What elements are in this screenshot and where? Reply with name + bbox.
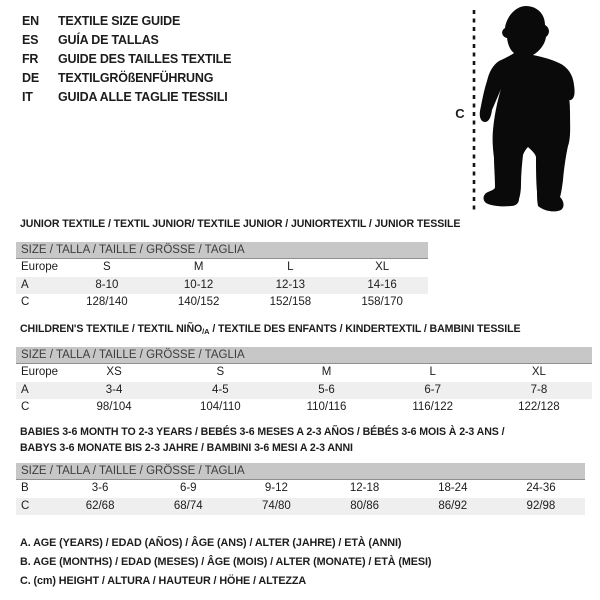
lang-label-en: TEXTILE SIZE GUIDE — [58, 14, 181, 28]
height-cell: 140/152 — [177, 296, 220, 308]
age-cell: 6-7 — [424, 383, 442, 396]
row-label: A — [21, 383, 29, 396]
height-cell: 152/158 — [269, 296, 312, 308]
height-cell: 86/92 — [438, 499, 468, 512]
age-cell: 7-8 — [530, 383, 548, 396]
lang-row-es — [22, 31, 231, 50]
size-cell: XL — [531, 366, 546, 378]
row-label: C — [21, 296, 30, 308]
size-header-bar: SIZE / TALLA / TAILLE / GRÖSSE / TAGLIA — [16, 463, 585, 480]
height-cell: 104/110 — [199, 401, 241, 413]
age-cell: 3-4 — [105, 383, 123, 396]
age-cell: 14-16 — [367, 278, 397, 291]
height-cell: 98/104 — [96, 401, 132, 413]
height-cell: 80/86 — [350, 499, 379, 512]
lang-row-de — [22, 69, 231, 88]
lang-row-en — [22, 12, 231, 31]
lang-row-fr — [22, 50, 231, 69]
size-header-bar: SIZE / TALLA / TAILLE / GRÖSSE / TAGLIA — [16, 242, 428, 259]
size-cell: S — [103, 261, 111, 273]
height-cell: 74/80 — [262, 499, 291, 512]
row-label: C — [21, 401, 30, 413]
age-cell: 4-5 — [211, 383, 229, 396]
age-cell: 8-10 — [95, 278, 119, 291]
lang-code-fr: FR — [22, 52, 39, 66]
lang-code-it: IT — [22, 90, 33, 104]
language-title-block — [22, 12, 231, 107]
table-row-europe — [16, 364, 592, 382]
table-row-age — [16, 277, 428, 295]
table-row-age-months — [16, 480, 585, 498]
size-cell: L — [429, 366, 436, 378]
row-label: Europe — [21, 261, 59, 273]
height-cell: 116/122 — [412, 401, 454, 413]
age-cell: 3-6 — [91, 482, 109, 494]
measure-legend — [20, 534, 431, 591]
lang-code-de: DE — [22, 71, 39, 85]
lang-row-it — [22, 88, 231, 107]
size-cell: S — [216, 366, 225, 378]
junior-size-table — [16, 242, 428, 312]
section-title-children-post: / TEXTILE DES ENFANTS / KINDERTEXTIL / BAMBINI TESSILE — [209, 323, 521, 335]
lang-label-es: GUÍA DE TALLAS — [58, 33, 159, 47]
section-title-children-sub: /A — [202, 327, 210, 336]
size-cell: M — [193, 261, 204, 273]
table-row-height — [16, 294, 428, 312]
lang-label-de: TEXTILGRÖßENFÜHRUNG — [58, 71, 214, 85]
table-row-height — [16, 399, 592, 417]
table-row-age — [16, 382, 592, 400]
lang-code-es: ES — [22, 33, 39, 47]
babies-size-table — [16, 463, 585, 515]
age-cell: 9-12 — [264, 482, 288, 494]
age-cell: 5-6 — [318, 383, 335, 396]
row-label: A — [21, 278, 29, 291]
section-title-babies-line1: BABIES 3-6 MONTH TO 2-3 YEARS / BEBÉS 3-6 MESES A 2-3 AÑOS / BÉBÉS 3-6 MOIS À 2-3 ANS / — [20, 426, 505, 438]
age-cell: 12-18 — [349, 482, 380, 494]
row-label: B — [21, 482, 29, 494]
section-title-babies — [20, 424, 504, 456]
age-cell: 24-36 — [526, 482, 556, 494]
size-header-bar: SIZE / TALLA / TAILLE / GRÖSSE / TAGLIA — [16, 347, 592, 364]
size-cell: XS — [106, 366, 122, 378]
height-cell: 92/98 — [526, 499, 556, 512]
row-label: Europe — [21, 366, 59, 378]
lang-label-fr: GUIDE DES TAILLES TEXTILE — [58, 52, 232, 66]
age-cell: 12-13 — [275, 278, 306, 291]
legend-line-c: C. (cm) HEIGHT / ALTURA / HAUTEUR / HÖHE / ALTEZZA — [20, 575, 307, 587]
lang-code-en: EN — [22, 14, 39, 28]
section-title-children — [20, 321, 520, 340]
lang-label-it: GUIDA ALLE TAGLIE TESSILI — [58, 90, 228, 104]
size-cell: M — [321, 366, 332, 378]
height-cell: 62/68 — [85, 499, 115, 512]
children-size-table — [16, 347, 592, 417]
height-cell: 128/140 — [86, 296, 128, 308]
section-title-children-pre: CHILDREN'S TEXTILE / TEXTIL NIÑO — [20, 323, 203, 335]
height-cell: 110/116 — [306, 401, 347, 413]
age-cell: 18-24 — [438, 482, 468, 494]
age-cell: 10-12 — [183, 278, 214, 291]
baby-silhouette-path — [480, 6, 575, 211]
table-row-height — [16, 498, 585, 516]
measure-c-label: C — [455, 106, 465, 121]
section-title-junior: JUNIOR TEXTILE / TEXTIL JUNIOR/ TEXTILE JUNIOR / JUNIORTEXTIL / JUNIOR TESSILE — [20, 218, 461, 230]
section-title-babies-line2: BABYS 3-6 MONATE BIS 2-3 JAHRE / BAMBINI 3-6 MESI A 2-3 ANNI — [20, 442, 353, 454]
age-cell: 6-9 — [179, 482, 197, 494]
height-cell: 68/74 — [173, 499, 203, 512]
height-cell: 122/128 — [518, 401, 560, 413]
legend-line-b: B. AGE (MONTHS) / EDAD (MESES) / ÂGE (MOIS) / ALTER (MONATE) / ETÀ (MESI) — [20, 556, 432, 568]
size-cell: XL — [375, 261, 390, 273]
row-label: C — [21, 499, 30, 512]
size-cell: L — [287, 261, 294, 273]
height-cell: 158/170 — [361, 296, 403, 308]
table-row-europe — [16, 259, 428, 277]
legend-line-a: A. AGE (YEARS) / EDAD (AÑOS) / ÂGE (ANS) / ALTER (JAHRE) / ETÀ (ANNI) — [20, 537, 402, 549]
